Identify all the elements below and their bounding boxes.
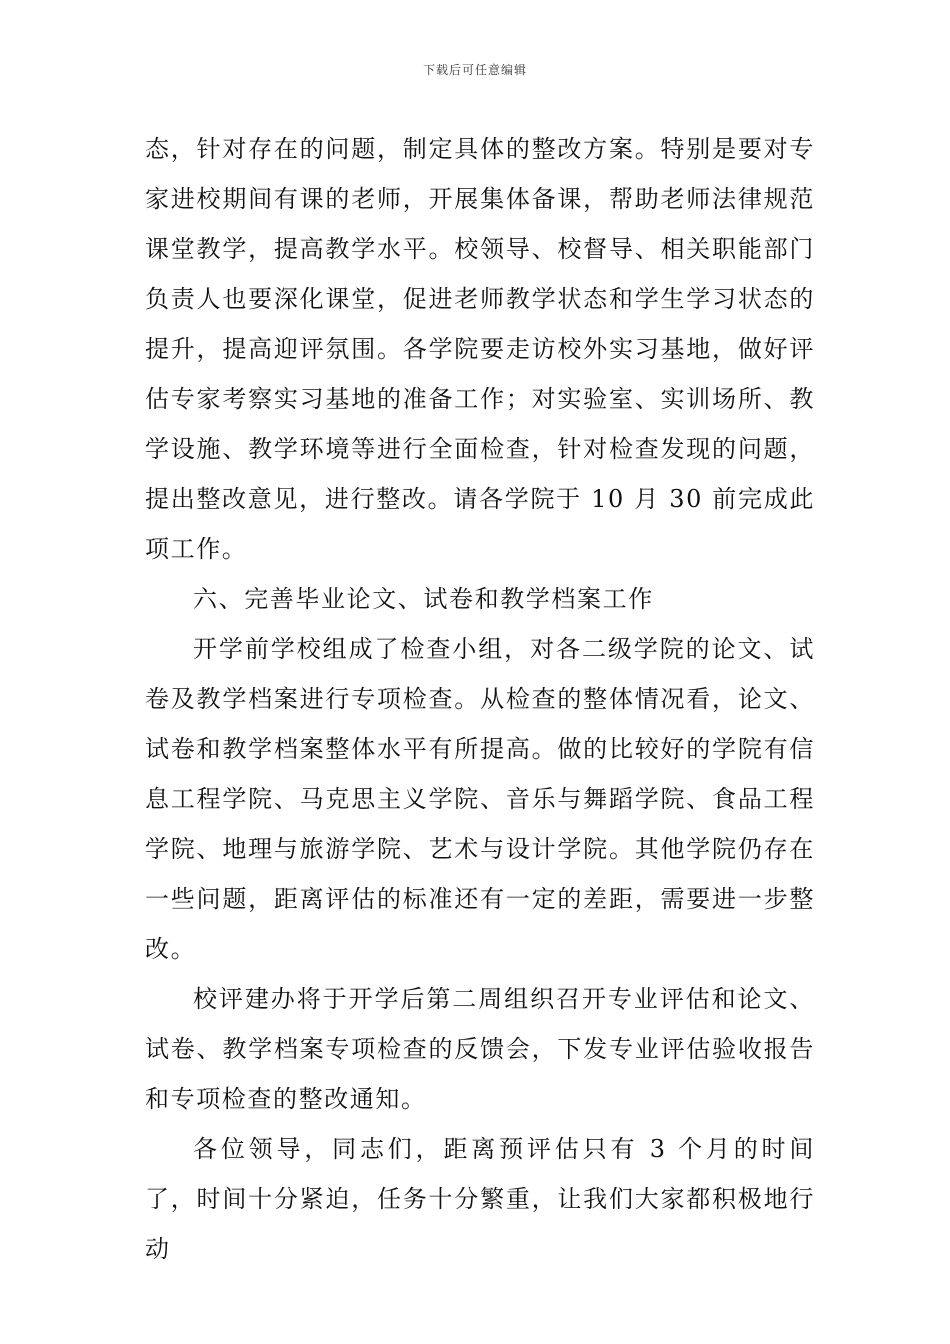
paragraph-inspection: 开学前学校组成了检查小组，对各二级学院的论文、试卷及教学档案进行专项检查。从检查的整体情况看，论文、试卷和教学档案整体水平有所提高。做的比较好的学院有信息工程学院、马克思主义学院、音乐与舞蹈学院、食品工程学院、地理与旅游学院、艺术与设计学院。其他学院仍存在一些问题，距离评估的标准还有一定的差距，需要进一步整改。: [145, 635, 815, 963]
document-body: [145, 124, 815, 1274]
page-header: 下载后可任意编辑: [422, 63, 527, 77]
paragraph-continuation: 态，针对存在的问题，制定具体的整改方案。特别是要对专家进校期间有课的老师，开展集体备课，帮助老师法律规范课堂教学，提高教学水平。校领导、校督导、相关职能部门负责人也要深化课堂，促进老师教学状态和学生学习状态的提升，提高迎评氛围。各学院要走访校外实习基地，做好评估专家考察实习基地的准备工作；对实验室、实训场所、教学设施、教学环境等进行全面检查，针对检查发现的问题，提出整改意见，进行整改。请各学院于 10 月 30 前完成此项工作。: [145, 135, 815, 563]
paragraph-closing: 各位领导，同志们，距离预评估只有 3 个月的时间了，时间十分紧迫，任务十分繁重，让我们大家都积极地行动: [145, 1135, 815, 1263]
paragraph-feedback-meeting: 校评建办将于开学后第二周组织召开专业评估和论文、试卷、教学档案专项检查的反馈会，下发专业评估验收报告和专项检查的整改通知。: [145, 985, 815, 1113]
section-heading: 六、完善毕业论文、试卷和教学档案工作: [193, 585, 654, 613]
